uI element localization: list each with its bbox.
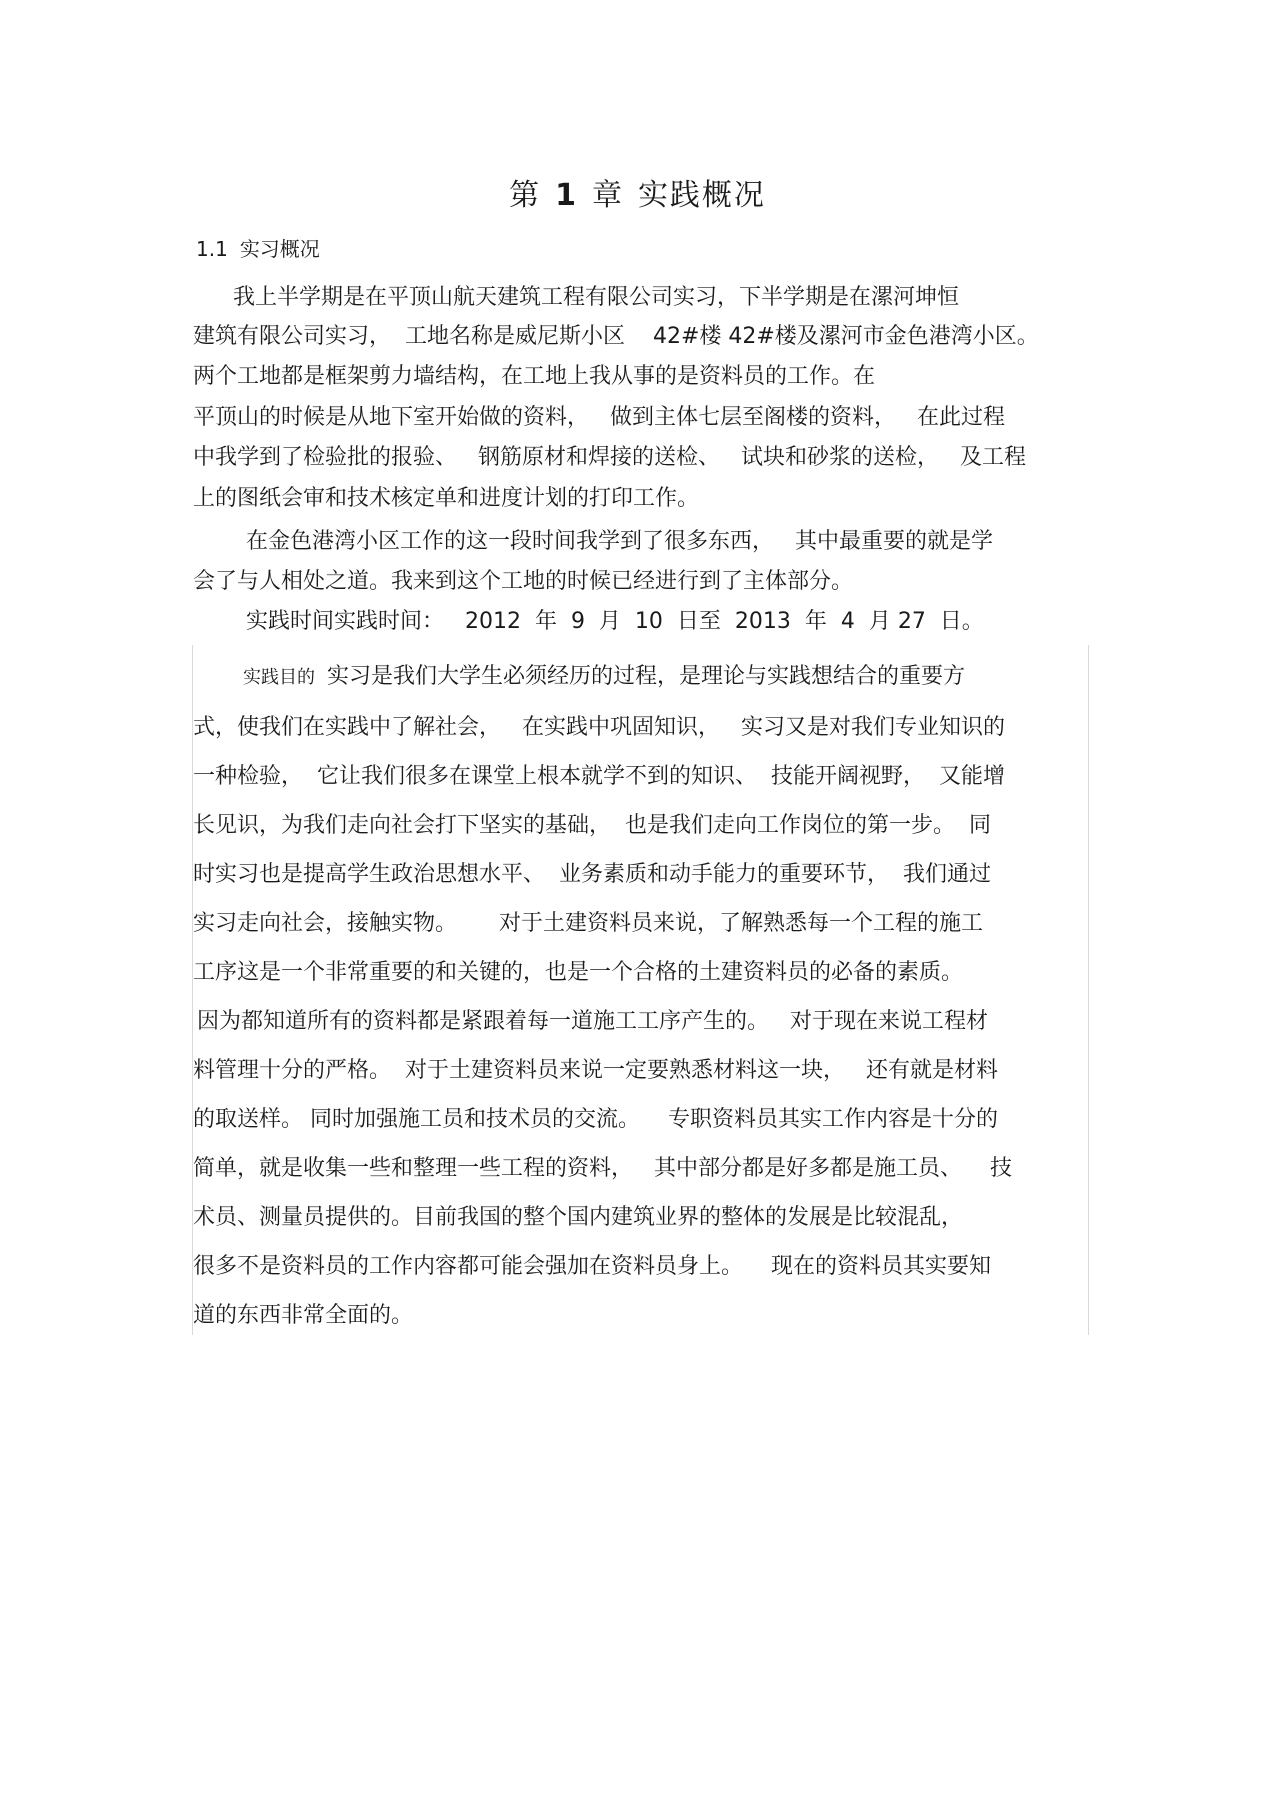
paragraph-line: 术员、测量员提供的。目前我国的整个国内建筑业界的整体的发展是比较混乱， — [193, 1205, 964, 1230]
paragraph-line: 很多不是资料员的工作内容都可能会强加在资料员身上。 现在的资料员其实要知 — [193, 1254, 991, 1279]
paragraph-line: 因为都知道所有的资料都是紧跟着每一道施工工序产生的。 对于现在来说工程材 — [197, 1009, 988, 1034]
section-title: 实习概况 — [239, 237, 320, 261]
paragraph-line: 料管理十分的严格。 对于土建资料员来说一定要熟悉材料这一块， 还有就是材料 — [193, 1058, 998, 1083]
chapter-number: 1 — [555, 178, 578, 213]
purpose-box — [192, 645, 1089, 1335]
section-heading — [196, 233, 320, 262]
chapter-title — [0, 170, 1275, 214]
paragraph-line: 中我学到了检验批的报验、 钢筋原材和焊接的送检、 试块和砂浆的送检， 及工程 — [193, 445, 1026, 470]
purpose-first-line — [243, 666, 965, 688]
section-number: 1.1 — [196, 237, 228, 261]
paragraph-line: 长见识，为我们走向社会打下坚实的基础， 也是我们走向工作岗位的第一步。 同 — [193, 813, 991, 838]
paragraph-line: 简单，就是收集一些和整理一些工程的资料， 其中部分都是好多都是施工员、 技 — [193, 1156, 1012, 1181]
paragraph-line: 在金色港湾小区工作的这一段时间我学到了很多东西， 其中最重要的就是学 — [246, 529, 993, 554]
chapter-suffix: 章 — [591, 178, 624, 213]
paragraph-line: 一种检验， 它让我们很多在课堂上根本就学不到的知识、 技能开阔视野， 又能增 — [193, 764, 1005, 789]
paragraph-line: 会了与人相处之道。我来到这个工地的时候已经进行到了主体部分。 — [193, 569, 854, 594]
paragraph-line: 上的图纸会审和技术核定单和进度计划的打印工作。 — [193, 486, 700, 511]
paragraph-line: 时实习也是提高学生政治思想水平、 业务素质和动手能力的重要环节， 我们通过 — [193, 862, 991, 887]
paragraph-line: 的取送样。 同时加强施工员和技术员的交流。 专职资料员其实工作内容是十分的 — [193, 1107, 998, 1132]
paragraph-line: 工序这是一个非常重要的和关键的，也是一个合格的土建资料员的必备的素质。 — [193, 960, 964, 985]
paragraph-line: 实习走向社会，接触实物。 对于土建资料员来说，了解熟悉每一个工程的施工 — [193, 911, 983, 936]
paragraph-line: 实习是我们大学生必须经历的过程，是理论与实践想结合的重要方 — [327, 664, 966, 689]
paragraph-line: 道的东西非常全面的。 — [193, 1303, 414, 1328]
paragraph-line: 建筑有限公司实习， 工地名称是威尼斯小区 42#楼 42#楼及漯河市金色港湾小区。 — [193, 324, 1039, 349]
paragraph-line: 式，使我们在实践中了解社会， 在实践中巩固知识， 实习又是对我们专业知识的 — [193, 715, 1005, 740]
chapter-prefix: 第 — [509, 178, 542, 213]
purpose-label: 实践目的 — [243, 667, 315, 688]
chapter-name: 实践概况 — [637, 178, 766, 213]
paragraph-line: 两个工地都是框架剪力墙结构，在工地上我从事的是资料员的工作。在 — [193, 364, 876, 389]
paragraph-line: 平顶山的时候是从地下室开始做的资料， 做到主体七层至阁楼的资料， 在此过程 — [193, 405, 1005, 430]
practice-time: 实践时间实践时间： 2012 年 9 月 10 日至 2013 年 4 月 27 日。 — [246, 609, 984, 634]
paragraph-line: 我上半学期是在平顶山航天建筑工程有限公司实习，下半学期是在漯河坤恒 — [233, 285, 960, 310]
